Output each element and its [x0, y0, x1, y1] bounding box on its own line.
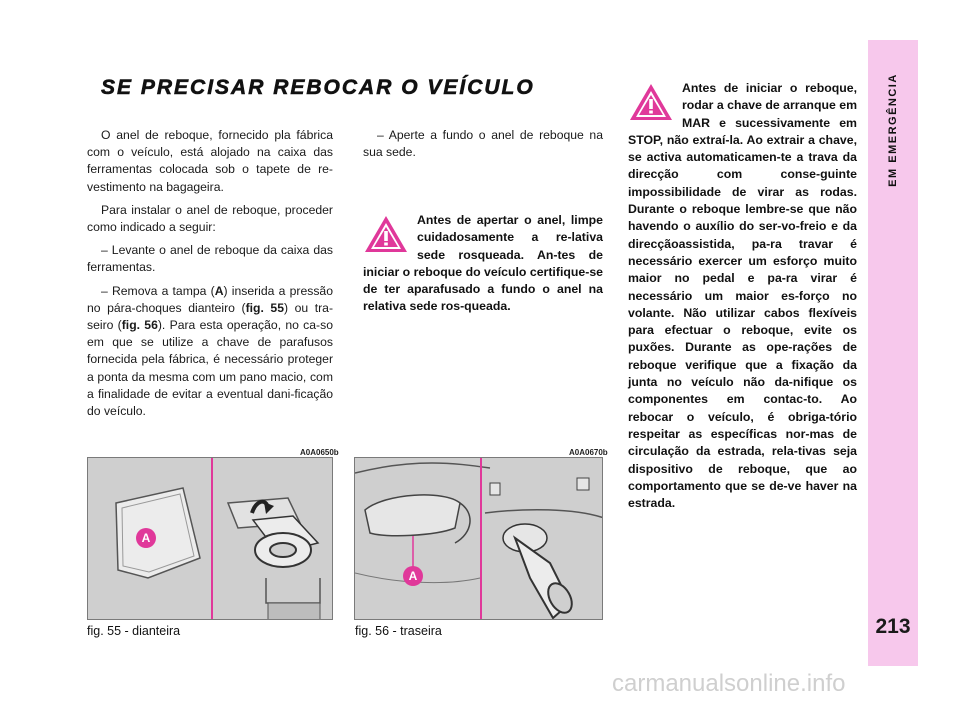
warning-box-towing: Antes de iniciar o reboque, rodar a chave de arranque em MAR e sucessivamente em STOP, não extraí-la. Ao extrair a chave, se activa automaticamen-te a trava da direcção com conse-guinte impossibilidade de virar as rodas. Durante o reboque lembre-se que não havendo o auxílio do ser-vo-freio e da direcçãoassistida, pa-ra travar é necessário exercer um esforço muito maior no pedal e pa-ra virar é necessário um maior es-forço no volante. Não utilizar cabos flexíveis para efectuar o reboque, evite os puxões. Durante as ope-rações de reboque verifique que a fixação da junta no veículo não da-nifique os componentes em contac-to. Ao rebocar o veículo, é obriga-tório respeitar as específicas nor-mas de circulação da estrada, rela-tivas seja dispositivo de reboque, que ao comportamento que se de-ve haver na estrada.	[628, 81, 857, 511]
paragraph: – Remova a tampa (A) inserida a pressão no pára-choques dianteiro (fig. 55) ou tra-seiro (fig. 56). Para esta operação, no ca-so em que se utilize a chave de parafusos fornecida pela fábrica, é necessário proteger a ponta da mesma com um pano macio, com a finalidade de evitar a eventual dani-ficação do veículo.	[87, 283, 334, 419]
figure-caption: fig. 56 - traseira	[355, 624, 442, 638]
marker-a: A	[403, 566, 423, 586]
marker-a: A	[136, 528, 156, 548]
figure-caption: fig. 55 - dianteira	[87, 624, 181, 638]
figure-code: A0A0650b	[300, 448, 339, 457]
fig56-ref: fig. 56	[121, 318, 158, 333]
watermark: carmanualsonline.info	[612, 670, 846, 697]
section-label: EM EMERGÊNCIA	[887, 73, 899, 187]
paragraph: – Aperte a fundo o anel de reboque na sua sede.	[363, 128, 603, 160]
figure-55	[87, 457, 333, 620]
figure-code: A0A0670b	[569, 448, 608, 457]
front-bumper-illustration	[88, 458, 333, 620]
paragraph: – Levante o anel de reboque da caixa das ferramentas.	[87, 243, 333, 275]
rear-bumper-illustration	[355, 458, 603, 620]
fig55-ref: fig. 55	[245, 300, 284, 315]
paragraph: Para instalar o anel de reboque, proceder como indicado a seguir:	[87, 202, 333, 235]
warning-triangle-icon	[363, 214, 409, 254]
page-title: SE PRECISAR REBOCAR O VEÍCULO	[101, 76, 535, 99]
page-number: 213	[875, 615, 911, 638]
column-2	[363, 127, 603, 167]
column-1	[87, 127, 333, 426]
warning-box-tighten: Antes de apertar o anel, limpe cuidadosamente a re-lativa sede rosqueada. An-tes de iniciar o reboque do veículo certifique-se de ter aparafusado a fundo o anel na relativa sede ros-queada.	[363, 213, 603, 314]
cover-label: A	[214, 283, 224, 298]
warning-triangle-icon	[628, 82, 674, 122]
figure-56	[354, 457, 603, 620]
paragraph: O anel de reboque, fornecido pla fábrica com o veículo, está alojado na caixa das ferramentas colocada sob o tapete de re-vestimento na bagageira.	[87, 128, 333, 194]
